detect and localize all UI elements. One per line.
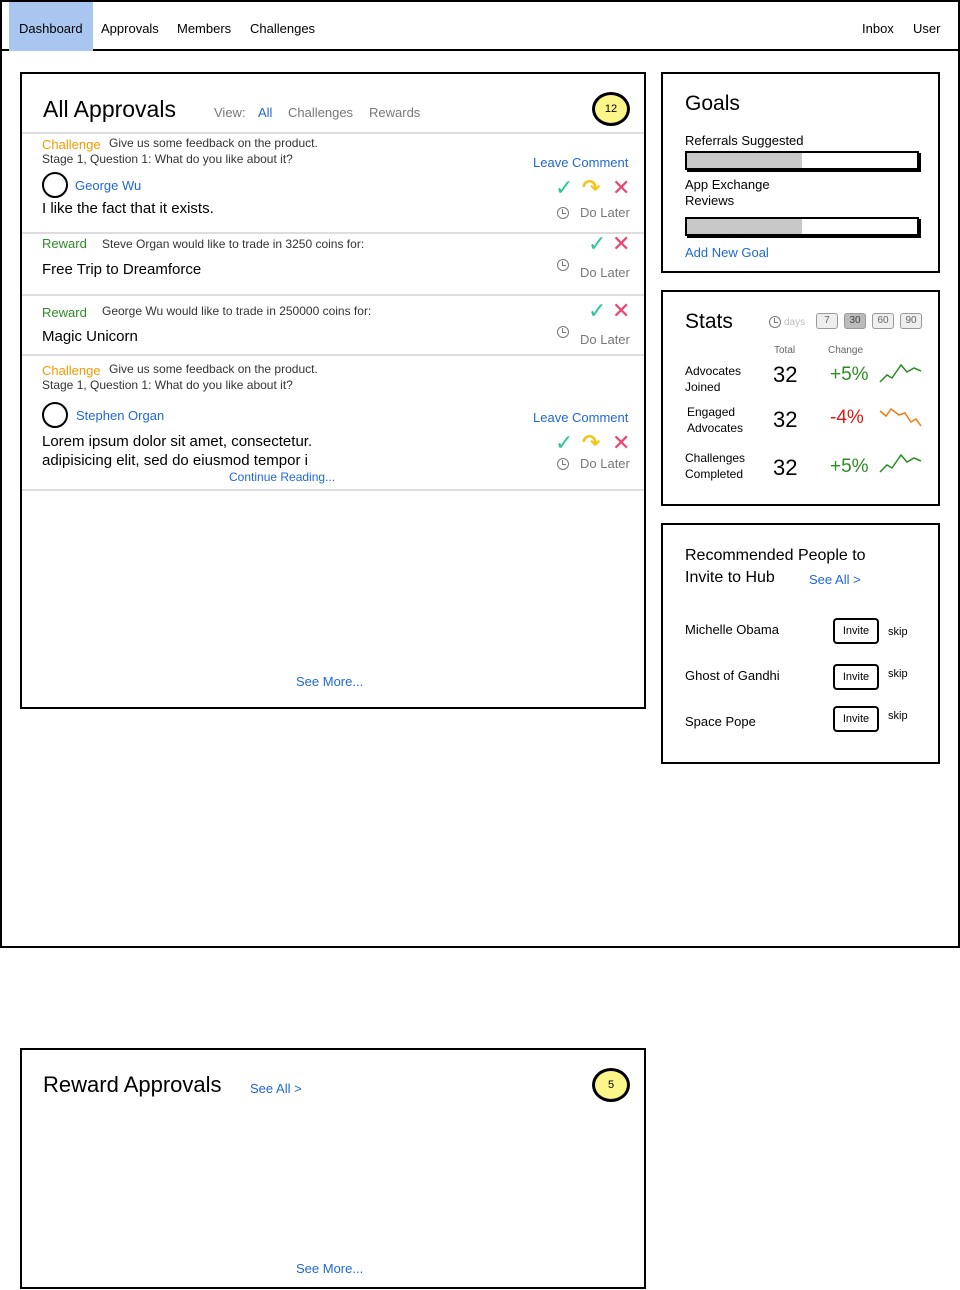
item-type-reward: Reward [42,305,87,320]
person-name: Space Pope [685,714,756,729]
reject-x-icon[interactable]: ✕ [612,298,631,323]
stat-total: 32 [773,455,798,480]
item-body: Free Trip to Dreamforce [42,261,202,278]
sparkline-down-icon [879,406,923,430]
filter-challenges[interactable]: Challenges [288,105,354,120]
item-desc: George Wu would like to trade in 250000 coins for: [102,304,372,318]
item-desc: Steve Organ would like to trade in 3250 coins for: [102,237,365,251]
days-60-button[interactable]: 60 [872,313,894,329]
clock-icon[interactable] [557,458,569,470]
stat-label: Advocates [685,364,742,378]
sparkline-up-icon [879,452,923,474]
nav-challenges[interactable]: Challenges [250,21,316,36]
reward-approvals-panel [20,1048,646,1289]
skip-link[interactable]: skip [888,710,908,722]
clock-icon[interactable] [557,207,569,219]
clock-icon[interactable] [557,259,569,271]
item-type-reward: Reward [42,236,87,251]
nav-dashboard[interactable]: Dashboard [9,2,93,51]
do-later-link[interactable]: Do Later [580,205,630,220]
approve-check-icon[interactable]: ✓ [588,231,607,256]
item-body: Magic Unicorn [42,328,138,345]
approvals-count-badge: 12 [592,92,630,126]
divider [22,132,644,134]
stat-label: Joined [685,380,721,394]
divider [22,294,644,296]
see-all-link[interactable]: See All > [809,572,861,587]
recommended-title: Invite to Hub [685,569,775,586]
stat-change: +5% [830,456,869,477]
item-question: Stage 1, Question 1: What do you like about it? [42,152,293,166]
item-type-challenge: Challenge [42,137,101,152]
item-desc: Give us some feedback on the product. [109,362,318,376]
add-goal-link[interactable]: Add New Goal [685,245,769,260]
divider [22,354,644,356]
item-question: Stage 1, Question 1: What do you like about it? [42,378,293,392]
nav-inbox[interactable]: Inbox [862,21,894,36]
skip-link[interactable]: skip [888,668,908,680]
goal-label: Reviews [685,193,735,208]
stats-title: Stats [685,310,733,333]
invite-button[interactable]: Invite [833,618,879,644]
item-body: adipisicing elit, sed do eiusmod tempor i [42,452,308,469]
reject-x-icon[interactable]: ✕ [612,430,631,455]
recommended-panel [661,523,940,764]
avatar [42,402,68,428]
approve-check-icon[interactable]: ✓ [588,298,607,323]
stat-label: Challenges [685,451,746,465]
avatar [42,172,68,198]
divider [22,232,644,234]
see-all-link[interactable]: See All > [250,1081,302,1096]
goals-panel [661,72,940,273]
view-label: View: [214,105,246,120]
stat-label: Engaged [687,405,736,419]
see-more-link[interactable]: See More... [296,1261,364,1276]
approve-check-icon[interactable]: ✓ [555,430,574,455]
stat-change: +5% [830,364,869,385]
stat-label: Advocates [687,421,744,435]
leave-comment-link[interactable]: Leave Comment [533,410,629,425]
reject-x-icon[interactable]: ✕ [612,175,631,200]
filter-rewards[interactable]: Rewards [369,105,421,120]
page-title: All Approvals [43,96,176,122]
nav-user[interactable]: User [913,21,941,36]
reward-approvals-title: Reward Approvals [43,1072,222,1097]
col-change: Change [828,345,864,356]
invite-button[interactable]: Invite [833,706,879,732]
invite-button[interactable]: Invite [833,664,879,690]
item-body: Lorem ipsum dolor sit amet, consectetur. [42,433,313,450]
continue-reading-link[interactable]: Continue Reading... [229,470,336,484]
goal-progress-fill [687,153,802,168]
redo-icon[interactable]: ↷ [582,175,601,200]
days-label: days [784,317,806,328]
filter-all[interactable]: All [258,105,273,120]
divider [22,489,644,491]
goal-progress-bar [685,151,919,170]
nav-approvals[interactable]: Approvals [101,21,159,36]
approve-check-icon[interactable]: ✓ [555,175,574,200]
stats-panel [661,290,940,506]
goals-title: Goals [685,92,740,115]
leave-comment-link[interactable]: Leave Comment [533,155,629,170]
reject-x-icon[interactable]: ✕ [612,231,631,256]
do-later-link[interactable]: Do Later [580,456,630,471]
goal-progress-bar [685,217,919,236]
goal-progress-fill [687,219,802,234]
goal-label: Referrals Suggested [685,133,804,148]
user-link[interactable]: George Wu [75,178,142,193]
see-more-link[interactable]: See More... [296,674,364,689]
item-desc: Give us some feedback on the product. [109,136,318,150]
reward-count-badge: 5 [592,1068,630,1102]
person-name: Ghost of Gandhi [685,668,780,683]
all-approvals-panel [20,72,646,709]
clock-icon[interactable] [557,326,569,338]
days-30-button[interactable]: 30 [844,313,866,329]
user-link[interactable]: Stephen Organ [76,408,165,423]
item-body: I like the fact that it exists. [42,200,214,217]
col-total: Total [774,345,796,356]
top-nav [0,0,960,51]
person-name: Michelle Obama [685,622,779,637]
nav-members[interactable]: Members [177,21,232,36]
stat-change: -4% [830,407,864,428]
days-7-button[interactable]: 7 [816,313,838,329]
days-90-button[interactable]: 90 [900,313,922,329]
item-type-challenge: Challenge [42,363,101,378]
stat-total: 32 [773,362,798,387]
do-later-link[interactable]: Do Later [580,265,630,280]
goal-label: App Exchange [685,177,770,192]
stat-label: Completed [685,467,744,481]
redo-icon[interactable]: ↷ [582,430,601,455]
recommended-title: Recommended People to [685,547,866,564]
stat-total: 32 [773,407,798,432]
do-later-link[interactable]: Do Later [580,332,630,347]
skip-link[interactable]: skip [888,626,908,638]
timer-icon [769,316,781,328]
sparkline-up-icon [879,362,923,384]
